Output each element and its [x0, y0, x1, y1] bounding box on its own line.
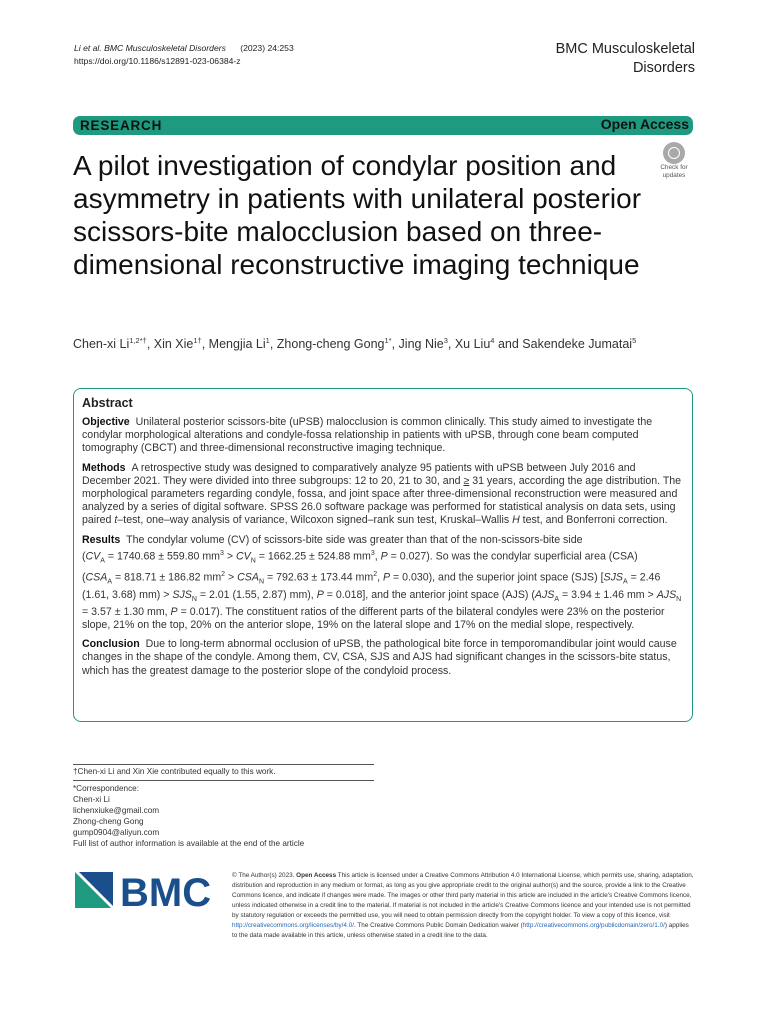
- author-list: Chen-xi $Li^{1,2*\dagger}$, Xin Xie$^{1\dagger}$, Mengjia Li$^1$, Zhong-cheng Gong$^{1*}$, Jing Nie$^3$, Xu Liu$^4$ and Sakendeke Jumatai$^5$: [73, 336, 637, 352]
- equal-contribution-note: †Chen-xi Li and Xin Xie contributed equally to this work.: [73, 767, 276, 776]
- abstract-results: Results The condylar volume (CV) of scissors-bite side was greater than that of the non-scissors-bite side ($CV_A = 1740.68 \pm 559.80$ $mm^3 > CV_N = 1662.25 \pm 524.88$ $mm^3$, P = 0.027). So was the condylar superficial area (CSA) ($CSA_A = 818.71 \pm 186.82$ $mm^2 > CSA_N = 792.63 \pm 173.44$ $mm^2$, P = 0.030), and the superior joint space (SJS) [$SJS_A = 2.46$ (1.61, 3.68) $mm) > SJS_N = 2.01$ (1.55, 2.87) mm), P = 0.018], and the anterior joint space (AJS) ($AJS_A = 3.94 \pm 1.46$ mm > $AJS_N = 3.57 \pm 1.30$ mm, P = 0.017). The constituent ratios of the different parts of the bilateral condyles were 23% on the posterior slope, 21% on the top, 20% on the anterior slope, 19% on the lateral slope and 17% on the medial slope, respectively.: [82, 533, 682, 632]
- correspondence-block: *Correspondence: Chen-xi Li lichenxiuke@gmail.com Zhong-cheng Gong gump0904@aliyun.com Full list of author information is available at the end of the article: [73, 784, 305, 848]
- svg-text:BMC: BMC: [120, 871, 212, 915]
- footnote-divider: [73, 780, 374, 781]
- research-banner: [73, 116, 693, 135]
- cc-by-link[interactable]: http://creativecommons.org/licenses/by/4.0/: [232, 922, 354, 929]
- abstract-objective: Objective Unilateral posterior scissors-bite (uPSB) malocclusion is common clinically. This study aimed to investigate the condylar morphological alterations and condyle-fossa relationship in patients with uPSB, through cone beam computed tomography (CBCT) and three-dimensional reconstructive imaging technique.: [82, 416, 653, 455]
- doi-link[interactable]: https://doi.org/10.1186/s12891-023-06384-z: [74, 55, 241, 66]
- cc-zero-link[interactable]: http://creativecommons.org/publicdomain/zero/1.0/: [522, 922, 665, 929]
- author[interactable]: Xin Xie: [153, 337, 194, 352]
- email-link[interactable]: lichenxiuke@gmail.com: [73, 806, 160, 815]
- author[interactable]: Zhong-cheng Gong: [276, 337, 385, 352]
- article-type-label: RESEARCH: [80, 118, 163, 133]
- citation-header: [74, 42, 294, 67]
- email-link[interactable]: gump0904@aliyun.com: [73, 828, 160, 837]
- author[interactable]: Mengjia Li: [208, 337, 266, 352]
- open-access-label: Open Access: [600, 116, 689, 132]
- license-text: © The Author(s) 2023. Open Access This article is licensed under a Creative Commons Attribution 4.0 International License, which permits use, sharing, adaptation, distribution and reproduction in any medium or format, as long as you give appropriate credit to the original author(s) and the source, provide a link to the Creative Commons licence, and indicate if changes were made. The images or other third party material in this article are included in the article's Creative Commons licence, unless indicated otherwise in a credit line to the material. If material is not included in the article's Creative Commons licence and your intended use is not permitted by statutory regulation or exceeds the permitted use, you will need to obtain permission directly from the copyright holder. To view a copy of this licence, visit http://creativecommons.org/licenses/by/4.0/. The Creative Commons Public Domain Dedication waiver (http://creativecommons.org/publicdomain/zero/1.0/) applies to the data made available in this article, unless otherwise stated in a credit line to the data.: [232, 872, 694, 939]
- check-updates-icon: [663, 142, 685, 164]
- abstract-methods: Methods A retrospective study was designed to comparatively analyze 95 patients with uPSB between July 2016 and December 2021. They were divided into three subgroups: 12 to 20, 21 to 30, and ≥ 31 years, according the age distribution. The morphological parameters regarding condyle, fossa, and joint space after three-dimensional reconstruction were measured and analyzed by a series of digital software. SPSS 26.0 software package was performed for statistical analysis on data sets, using paired t–test, one–way analysis of variance, Wilcoxon signed–rank sun test, Kruskal–Wallis H test, and Bonferroni correction.: [82, 461, 682, 527]
- citation-line-1: Li et al. BMC Musculoskeletal Disorders (2023) 24:253: [74, 43, 294, 53]
- abstract-box: [73, 388, 693, 722]
- check-for-updates-button[interactable]: Check for updates: [654, 142, 694, 182]
- abstract-conclusion: Conclusion Due to long-term abnormal occlusion of uPSB, the pathological bite force in temporomandibular joint would cause changes in the shape of the condyle. Among them, CV, CSA, SJS and AJS had significant changes in the scissors-bite status, which has the greatest damage to the posterior slope of the condyloid process.: [82, 638, 677, 677]
- article-title: A pilot investigation of condylar position and asymmetry in patients with unilateral posterior scissors-bite malocclusion based on three-dimensional reconstructive imaging technique: [73, 150, 642, 280]
- author[interactable]: Jing Nie: [398, 337, 444, 352]
- author[interactable]: Xu Liu: [454, 337, 491, 352]
- bmc-logo: [73, 870, 213, 916]
- author[interactable]: Chen-xi Li: [73, 337, 130, 352]
- journal-name: BMC Musculoskeletal Disorders: [555, 41, 695, 76]
- bmc-logo-mark: [73, 870, 213, 916]
- footnote-divider: [73, 764, 374, 765]
- abstract-heading: Abstract: [82, 396, 133, 410]
- author[interactable]: Sakendeke Jumatai: [522, 337, 633, 352]
